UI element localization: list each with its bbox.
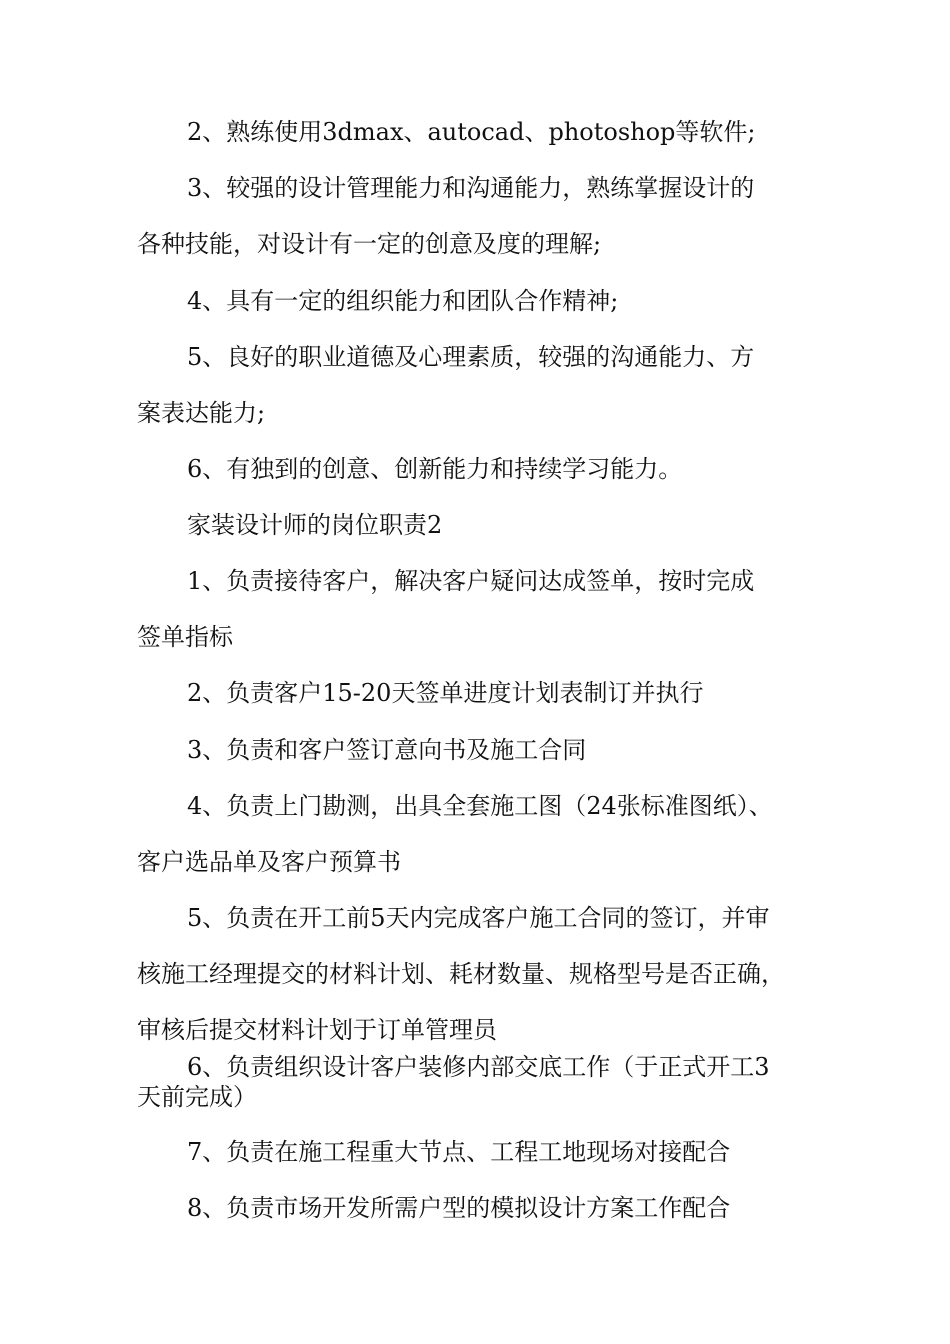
- paragraph-line: 客户选品单及客户预算书: [137, 848, 401, 876]
- section-heading: 家装设计师的岗位职责2: [187, 511, 443, 539]
- paragraph-line: 天前完成）: [137, 1083, 257, 1111]
- paragraph-line: 7、负责在施工程重大节点、工程工地现场对接配合: [187, 1138, 731, 1166]
- paragraph-line: 6、有独到的创意、创新能力和持续学习能力。: [187, 455, 683, 483]
- paragraph-line: 5、负责在开工前5天内完成客户施工合同的签订，并审: [187, 904, 770, 932]
- paragraph-line: 6、负责组织设计客户装修内部交底工作（于正式开工3: [187, 1053, 770, 1081]
- paragraph-line: 案表达能力;: [137, 399, 266, 427]
- paragraph-line: 核施工经理提交的材料计划、耗材数量、规格型号是否正确，: [137, 960, 785, 988]
- paragraph-line: 8、负责市场开发所需户型的模拟设计方案工作配合: [187, 1194, 731, 1222]
- paragraph-line: 5、良好的职业道德及心理素质，较强的沟通能力、方: [187, 343, 755, 371]
- paragraph-line: 4、负责上门勘测，出具全套施工图（24张标准图纸）、: [187, 792, 773, 820]
- paragraph-line: 1、负责接待客户，解决客户疑问达成签单，按时完成: [187, 567, 755, 595]
- paragraph-line: 2、负责客户15-20天签单进度计划表制订并执行: [187, 679, 704, 707]
- paragraph-line: 3、较强的设计管理能力和沟通能力，熟练掌握设计的: [187, 174, 755, 202]
- paragraph-line: 签单指标: [137, 623, 233, 651]
- paragraph-line: 3、负责和客户签订意向书及施工合同: [187, 736, 587, 764]
- paragraph-line: 各种技能，对设计有一定的创意及度的理解;: [137, 230, 602, 258]
- paragraph-line: 4、具有一定的组织能力和团队合作精神;: [187, 287, 619, 315]
- paragraph-line: 2、熟练使用3dmax、autocad、photoshop等软件;: [187, 118, 756, 146]
- paragraph-line: 审核后提交材料计划于订单管理员: [137, 1016, 497, 1044]
